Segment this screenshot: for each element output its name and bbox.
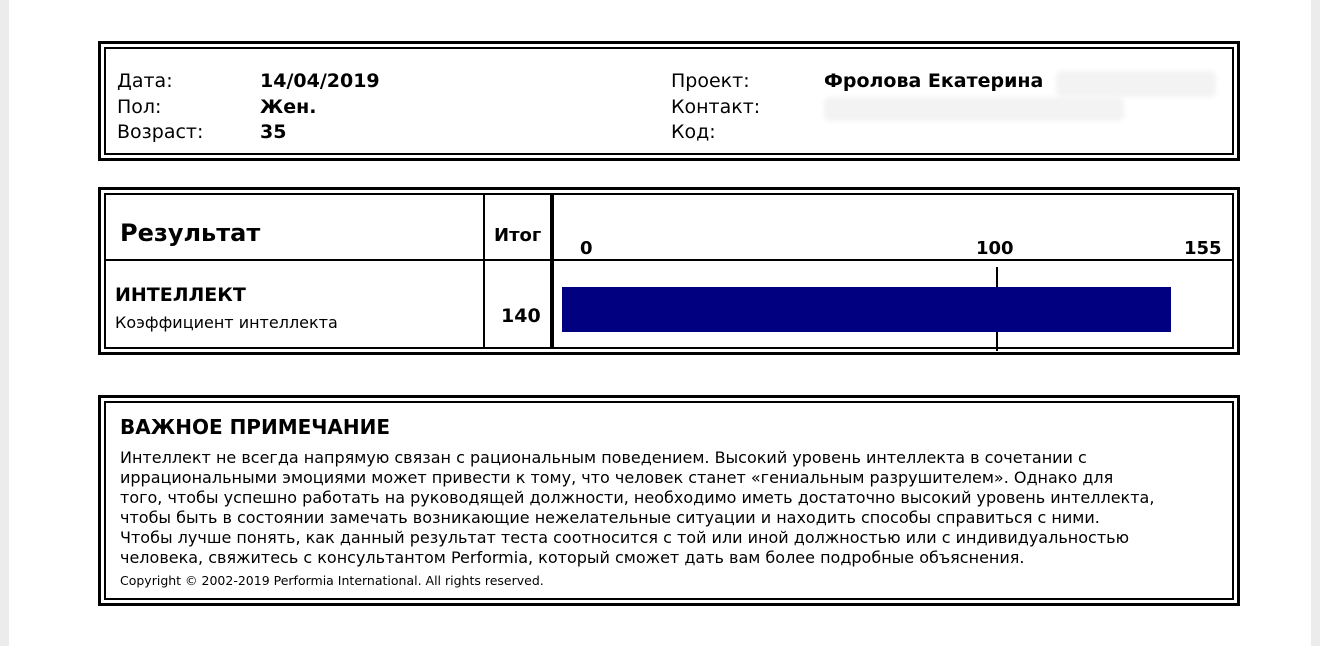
- scale-tick-mid: 100: [976, 238, 1014, 259]
- note-box-inner: [104, 401, 1234, 600]
- age-label: Возраст:: [117, 121, 204, 143]
- row-divider: [106, 259, 1232, 261]
- info-box-inner: [104, 47, 1234, 155]
- scale-axis: [550, 195, 554, 347]
- date-value: 14/04/2019: [260, 70, 380, 92]
- note-title: ВАЖНОЕ ПРИМЕЧАНИЕ: [120, 415, 391, 439]
- total-header: Итог: [494, 225, 542, 246]
- note-text: [120, 448, 1215, 568]
- age-value: 35: [260, 121, 287, 143]
- note-line: иррациональными эмоциями может привести к тому, что человек станет «гениальным разрушителем». Однако для: [120, 468, 1114, 487]
- scale-tick-min: 0: [580, 238, 593, 259]
- copyright: Copyright © 2002-2019 Performia International. All rights reserved.: [120, 573, 544, 588]
- scale-tick-max: 155: [1184, 238, 1222, 259]
- result-box-inner: [104, 193, 1234, 349]
- gender-label: Пол:: [117, 96, 162, 118]
- info-box: [98, 41, 1240, 161]
- code-label: Код:: [671, 121, 716, 143]
- result-box: [98, 187, 1240, 355]
- result-title: Результат: [120, 219, 261, 247]
- note-line: Чтобы лучше понять, как данный результат теста соотносится с той или иной должностью или с индивидуальностью: [120, 528, 1130, 547]
- redacted-area: [1056, 71, 1216, 97]
- note-line: чтобы быть в состоянии замечать возникающие нежелательные ситуации и находить способы справиться с ними.: [120, 508, 1100, 527]
- row-score: 140: [501, 305, 541, 327]
- gender-value: Жен.: [260, 96, 317, 118]
- score-bar: [562, 287, 1171, 332]
- report-page: [9, 0, 1311, 646]
- note-line: того, чтобы успешно работать на руководящей должности, необходимо иметь достаточно высокий уровень интеллекта,: [120, 488, 1155, 507]
- column-divider: [483, 195, 485, 347]
- contact-label: Контакт:: [671, 96, 761, 118]
- date-label: Дата:: [117, 70, 173, 92]
- note-line: человека, свяжитесь с консультантом Performia, который сможет дать вам более подробные объяснения.: [120, 548, 1025, 567]
- note-line: Интеллект не всегда напрямую связан с рациональным поведением. Высокий уровень интеллекта в сочетании с: [120, 448, 1087, 467]
- row-subtitle: Коэффициент интеллекта: [115, 313, 338, 332]
- project-label: Проект:: [671, 70, 750, 92]
- note-box: [98, 395, 1240, 606]
- project-value: Фролова Екатерина: [824, 70, 1044, 92]
- redacted-contact: [824, 97, 1124, 121]
- row-name: ИНТЕЛЛЕКТ: [115, 284, 246, 306]
